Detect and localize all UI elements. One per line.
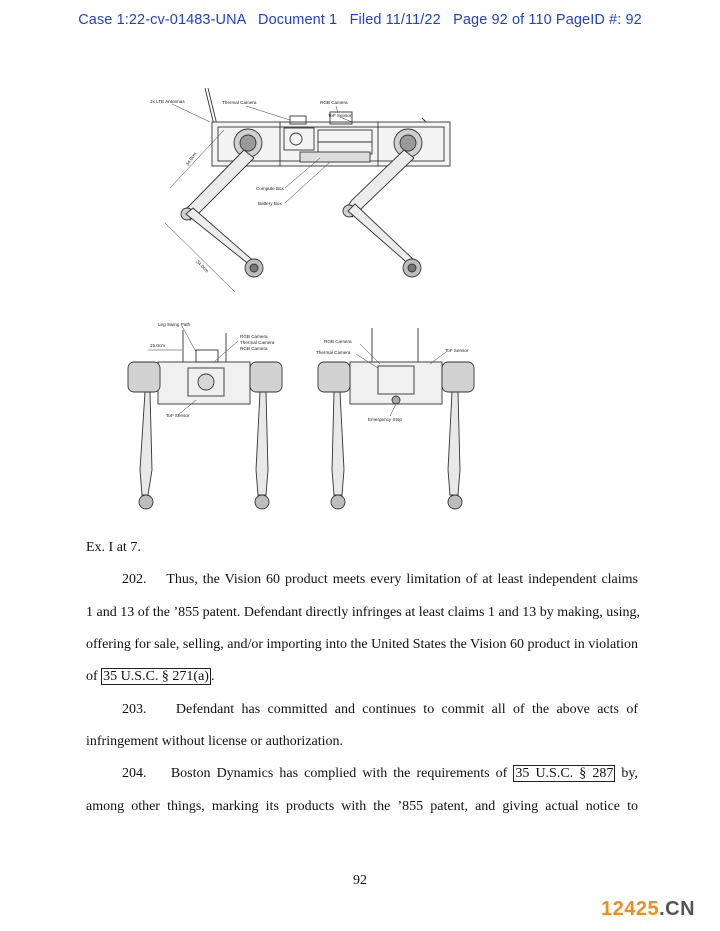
watermark-suffix: .CN [659, 898, 696, 920]
label-front-rgb-camera: RGB Camera [240, 334, 268, 339]
label-dim-width: 15.0cm [150, 343, 166, 348]
paragraph-204-number: 204. [122, 766, 147, 781]
paragraph-202-line-2: 1 and 13 of the ’855 patent. Defendant directly infringes at least claims 1 and 13 by making, using, [86, 605, 641, 620]
label-thermal-camera: Thermal Camera [222, 100, 257, 105]
watermark-main: 12425 [601, 898, 660, 920]
side-view [165, 88, 450, 292]
paragraph-203-number: 203. [122, 702, 147, 717]
paragraph-203-line-1 [86, 703, 638, 717]
paragraph-204-line-1 [86, 767, 638, 781]
label-tof-sensor: ToF Sensor [328, 113, 352, 118]
label-dim-lower: 34.0cm [195, 259, 210, 274]
paragraph-202-number: 202. [122, 572, 147, 587]
label-front-tof-sensor: ToF Sensor [166, 413, 190, 418]
label-rgb-camera: RGB Camera [320, 100, 348, 105]
paragraph-204-text-pre: Boston Dynamics has complied with the requirements of [170, 766, 514, 781]
paragraph-204-text-post: by, [615, 766, 639, 781]
label-emergency-stop: Emergency Stop [368, 417, 402, 422]
paragraph-202-line-3: offering for sale, selling, and/or importing into the United States the Vision 60 product in violation [86, 637, 638, 652]
page-number: 92 [353, 873, 367, 888]
label-front-thermal-camera: Thermal Camera [240, 340, 275, 345]
figure-caption: Ex. I at 7. [86, 540, 141, 555]
label-rear-tof-sensor: ToF Sensor [445, 348, 469, 353]
paragraph-204-line-2: among other things, marking its products with the ’855 patent, and giving actual notice to [86, 799, 638, 814]
paragraph-203-line-2: infringement without license or authorization. [86, 734, 343, 749]
paragraph-202-of: of [86, 669, 102, 684]
label-compute-box: Compute Box [256, 186, 284, 191]
paragraph-202-text-1: Thus, the Vision 60 product meets every limitation of at least independent claims [166, 572, 638, 587]
label-lte-antennas: 2x LTE Antennas [150, 99, 185, 104]
site-watermark [601, 898, 695, 921]
label-rear-thermal-camera: Thermal Camera [316, 350, 351, 355]
statute-link-271a[interactable]: 35 U.S.C. § 271(a) [103, 669, 209, 684]
label-front-rgb-camera-2: RGB Camera [240, 346, 268, 351]
label-battery-box: Battery Box [258, 201, 282, 206]
paragraph-202-line-4 [86, 670, 638, 684]
label-dim-upper: 34.0cm [184, 151, 198, 167]
paragraph-202-line-1 [86, 573, 638, 587]
paragraph-202-period: . [210, 669, 215, 684]
paragraph-203-text-1: Defendant has committed and continues to commit all of the above acts of [175, 702, 638, 717]
case-header: Case 1:22-cv-01483-UNA Document 1 Filed 11/11/22 Page 92 of 110 PageID #: 92 [78, 12, 642, 28]
statute-link-287[interactable]: 35 U.S.C. § 287 [515, 766, 614, 781]
label-rear-rgb-camera: RGB Camera [324, 339, 352, 344]
front-view [128, 326, 282, 509]
label-leg-swing-path: Leg Swing Path [158, 322, 191, 327]
